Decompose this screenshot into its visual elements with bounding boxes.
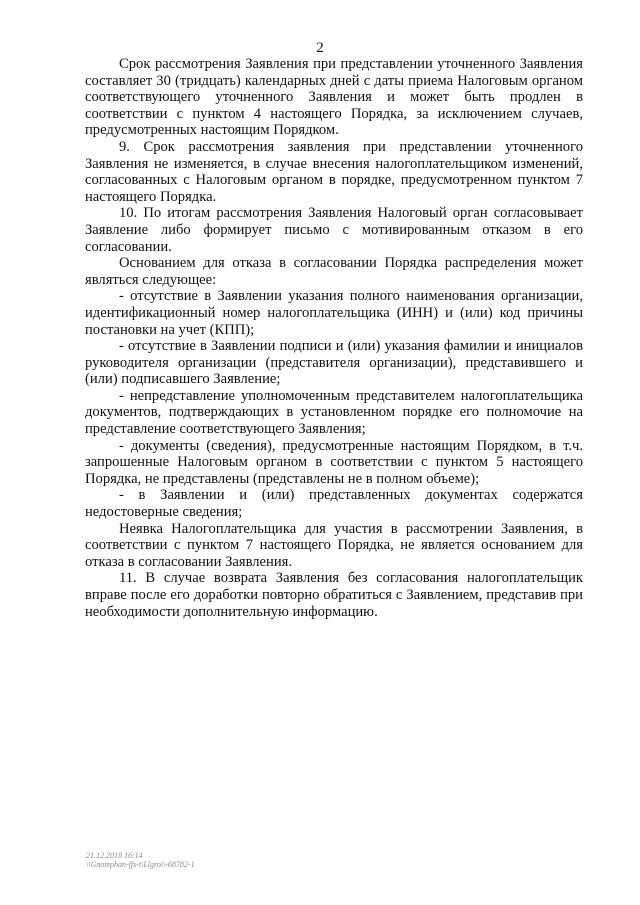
- list-item-false-info: - в Заявлении и (или) представленных документах содержатся недостоверные сведения;: [85, 487, 583, 521]
- paragraph-9: 9. Срок рассмотрения заявления при представлении уточненного Заявления не изменяется, в случае внесения налогоплательщиком изменений, согласованных с Налоговым органом в порядке, предусмотренном пунктом 7 настоящего Порядка.: [85, 138, 583, 205]
- list-item-missing-authority: - непредставление уполномоченным представителем налогоплательщика документов, подтверждающих в установленном порядке его полномочие на представление соответствующего Заявления;: [85, 387, 583, 438]
- list-item-missing-signature: - отсутствие в Заявлении подписи и (или) указания фамилии и инициалов руководителя организации (представителя организации), представившего и (или) подписавшего Заявление;: [85, 338, 583, 388]
- paragraph-non-attendance: Неявка Налогоплательщика для участия в рассмотрении Заявления, в соответствии с пунктом 7 настоящего Порядка, не является основанием для отказа в согласовании Заявления.: [85, 520, 583, 570]
- footer-timestamp: 21.12.2018 16:14: [86, 851, 143, 860]
- paragraph-review-period-clarified: Срок рассмотрения Заявления при представлении уточненного Заявления составляет 30 (тридцать) календарных дней с даты приема Налоговым органом соответствующего уточненного Заявления и может быть продлен в соответствии с пунктом 4 настоящего Порядка, за исключением случаев, предусмотренных настоящим Порядком.: [85, 56, 583, 139]
- document-body: [85, 56, 583, 620]
- list-item-missing-name: - отсутствие в Заявлении указания полного наименования организации, идентификационный номер налогоплательщика (ИНН) и (или) код причины постановки на учет (КПП);: [85, 288, 583, 338]
- paragraph-refusal-grounds: Основанием для отказа в согласовании Порядка распределения может являться следующее:: [85, 255, 583, 288]
- paragraph-11: 11. В случае возврата Заявления без согласования налогоплательщик вправе после его доработки повторно обратиться с Заявлением, представив при необходимости дополнительную информацию.: [85, 570, 583, 620]
- paragraph-10: 10. По итогам рассмотрения Заявления Налоговый орган согласовывает Заявление либо формирует письмо с мотивированным отказом в его согласовании.: [85, 205, 583, 255]
- list-item-missing-documents: - документы (сведения), предусмотренные настоящим Порядком, в т.ч. запрошенные Налоговым органом в соответствии с пунктом 5 настоящего Порядка, не представлены (представлены не в полном объеме);: [85, 437, 583, 487]
- page-number: 2: [316, 40, 324, 56]
- print-footer: [86, 851, 195, 869]
- footer-file-path: \\Gnomphan-ffs-t\Llgroi\-68782-1: [86, 860, 195, 869]
